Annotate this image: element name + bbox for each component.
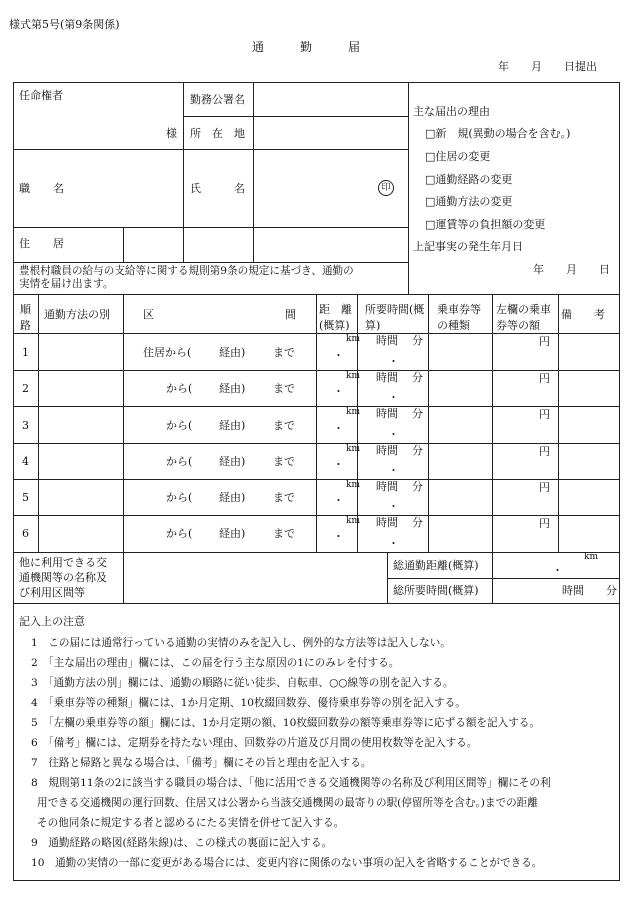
total-distance-label: 総通勤距離(概算): [393, 559, 479, 572]
row-minute-unit: 分: [412, 444, 423, 457]
reason-route-change[interactable]: □通勤経路の変更: [425, 173, 513, 186]
row-hour-unit: 時間: [376, 444, 398, 457]
row-from: から(: [166, 419, 193, 432]
row-hour-unit: 時間: [376, 407, 398, 420]
row-via: 経由): [219, 527, 246, 540]
row-to: まで: [273, 419, 295, 432]
total-distance-dot: ・: [552, 564, 563, 577]
form-title: 通 勤 届: [252, 40, 361, 54]
row-yen-unit: 円: [539, 372, 550, 385]
row-minute-unit: 分: [412, 516, 423, 529]
note-item: 4 「乗車券等の種類」欄には、1か月定期、10枚綴回数券、優待乗車券等の別を記入する。: [31, 697, 466, 709]
row-number: 4: [22, 455, 29, 468]
header-remarks: 備 考: [561, 308, 605, 321]
occurrence-label: 上記事実の発生年月日: [413, 240, 523, 253]
row-yen-unit: 円: [539, 335, 550, 348]
declaration-line-2: 実情を届け出ます。: [19, 278, 114, 290]
notes-title: 記入上の注意: [19, 615, 85, 628]
row-number: 3: [22, 419, 29, 432]
row-time-dot: ・: [388, 428, 399, 441]
row-minute-unit: 分: [412, 334, 423, 347]
row-km-unit: km: [346, 516, 360, 526]
row-km-unit: km: [346, 407, 360, 417]
row-time-dot: ・: [388, 464, 399, 477]
header-section-left: 区: [143, 308, 154, 321]
row-time-dot: ・: [388, 391, 399, 404]
row-hour-unit: 時間: [376, 516, 398, 529]
row-time-dot: ・: [388, 355, 399, 368]
total-minute-unit: 分: [606, 584, 617, 597]
note-item: 10 通勤の実情の一部に変更がある場合には、変更内容に関係のない事項の記入を省略することができる。: [31, 857, 543, 869]
note-item: 9 通勤経路の略図(経路朱線)は、この様式の裏面に記入する。: [31, 837, 333, 849]
row-yen-unit: 円: [539, 481, 550, 494]
note-item: 6 「備考」欄には、定期券を持たない理由、回数券の片道及び月間の使用枚数等を記入する。: [31, 737, 478, 749]
location-label: 所 在 地: [190, 127, 245, 140]
other-transport-line-1: 他に利用できる交: [19, 556, 107, 569]
row-time-dot: ・: [388, 537, 399, 550]
row-km-unit: km: [346, 334, 360, 344]
header-section-right: 間: [285, 308, 296, 321]
row-distance-dot: ・: [333, 458, 344, 471]
note-item: 2 「主な届出の理由」欄には、この届を行う主な原因の1にのみレを付する。: [31, 657, 400, 669]
row-from: 住居から(: [143, 346, 192, 359]
row-distance-dot: ・: [333, 422, 344, 435]
reason-new[interactable]: □新 規(異動の場合を含む。): [425, 127, 571, 140]
row-to: まで: [273, 491, 295, 504]
sama-label: 様: [166, 127, 177, 140]
seal-mark: 印: [378, 180, 394, 196]
row-distance-dot: ・: [333, 530, 344, 543]
row-distance-dot: ・: [333, 349, 344, 362]
row-distance-dot: ・: [333, 385, 344, 398]
row-via: 経由): [219, 491, 246, 504]
row-time-dot: ・: [388, 500, 399, 513]
other-transport-line-2: 通機関等の名称及: [19, 571, 107, 584]
row-minute-unit: 分: [412, 480, 423, 493]
row-distance-dot: ・: [333, 494, 344, 507]
note-item: 3 「通勤方法の別」欄には、通勤の順路に従い徒歩、自転車、○○線等の別を記入する。: [31, 677, 454, 689]
row-minute-unit: 分: [412, 371, 423, 384]
row-from: から(: [166, 382, 193, 395]
row-hour-unit: 時間: [376, 371, 398, 384]
job-label: 職 名: [19, 182, 70, 195]
header-distance: 距 離(概算): [319, 303, 352, 332]
submission-date: 年 月 日提出: [498, 60, 597, 73]
row-to: まで: [273, 455, 295, 468]
total-time-label: 総所要時間(概算): [393, 584, 479, 597]
header-time: 所要時間(概算): [365, 303, 425, 332]
row-yen-unit: 円: [539, 517, 550, 530]
row-number: 2: [22, 382, 29, 395]
declaration-line-1: 豊根村職員の給与の支給等に関する規則第9条の規定に基づき、通勤の: [19, 265, 354, 277]
header-method: 通勤方法の別: [44, 308, 110, 321]
address-label: 住 居: [19, 237, 70, 250]
row-number: 6: [22, 527, 29, 540]
row-via: 経由): [219, 346, 246, 359]
row-to: まで: [273, 527, 295, 540]
row-yen-unit: 円: [539, 408, 550, 421]
row-to: まで: [273, 346, 295, 359]
row-from: から(: [166, 527, 193, 540]
header-order: 順路: [20, 303, 31, 332]
form-number: 様式第5号(第9条関係): [9, 18, 120, 31]
note-item-continued: その他同条に規定する者と認めるにたる実情を併せて記入する。: [37, 817, 345, 829]
row-via: 経由): [219, 455, 246, 468]
header-ticket-type: 乗車券等の種類: [437, 303, 481, 332]
note-item-continued: 用できる交通機関の運行回数、住居又は公署から当該交通機関の最寄りの駅(停留所等を含む。)までの距離: [37, 797, 538, 809]
row-via: 経由): [219, 382, 246, 395]
appointer-label: 任命権者: [19, 89, 63, 102]
reason-address-change[interactable]: □住居の変更: [425, 150, 491, 163]
note-item: 8 規則第11条の2に該当する職員の場合は、「他に活用できる交通機関等の名称及び利用区間等」欄にその利: [31, 777, 551, 789]
row-hour-unit: 時間: [376, 480, 398, 493]
workplace-name-label: 勤務公署名: [190, 93, 245, 106]
header-ticket-amount: 左欄の乗車券等の額: [496, 303, 551, 332]
row-hour-unit: 時間: [376, 334, 398, 347]
row-km-unit: km: [346, 444, 360, 454]
other-transport-line-3: び利用区間等: [19, 586, 85, 599]
row-to: まで: [273, 382, 295, 395]
row-from: から(: [166, 455, 193, 468]
occurrence-date: 年 月 日: [533, 263, 610, 276]
reason-method-change[interactable]: □通勤方法の変更: [425, 195, 513, 208]
note-item: 1 この届には通常行っている通勤の実情のみを記入し、例外的な方法等は記入しない。: [31, 637, 451, 649]
total-km-unit: km: [584, 552, 598, 562]
row-km-unit: km: [346, 371, 360, 381]
total-hour-unit: 時間: [562, 584, 584, 597]
row-via: 経由): [219, 419, 246, 432]
note-item: 7 往路と帰路と異なる場合は、「備考」欄にその旨と理由を記入する。: [31, 757, 372, 769]
row-yen-unit: 円: [539, 445, 550, 458]
reason-fare-change[interactable]: □運賃等の負担額の変更: [425, 218, 546, 231]
name-label: 氏 名: [190, 182, 245, 195]
row-minute-unit: 分: [412, 407, 423, 420]
reason-title: 主な届出の理由: [413, 105, 490, 118]
row-km-unit: km: [346, 480, 360, 490]
row-number: 5: [22, 491, 29, 504]
note-item: 5 「左欄の乗車券等の額」欄には、1か月定期の額、10枚綴回数券の額等乗車券等に応ずる額を記入する。: [31, 717, 540, 729]
row-from: から(: [166, 491, 193, 504]
row-number: 1: [22, 346, 29, 359]
